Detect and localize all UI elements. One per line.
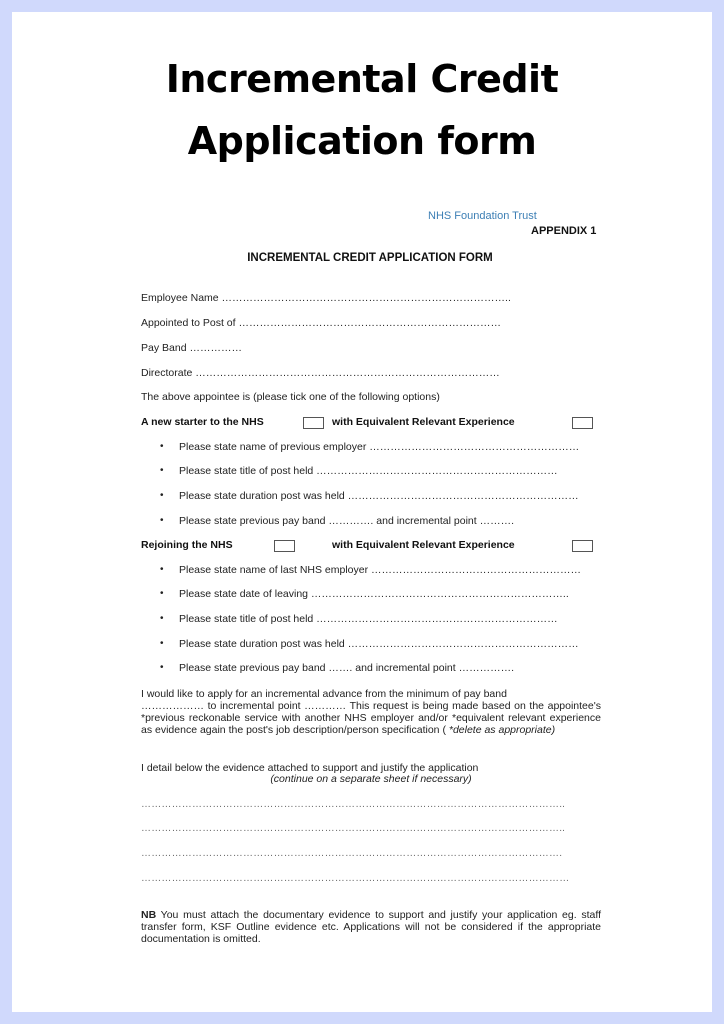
new-starter-checkbox[interactable] <box>303 417 324 429</box>
date-of-leaving-field[interactable]: Please state date of leaving ……………………………………………………………….. <box>179 588 569 600</box>
organisation-name: NHS Foundation Trust <box>428 210 537 222</box>
employee-name-field[interactable]: Employee Name ……………………………………………………………………….. <box>141 292 511 304</box>
bullet: • <box>160 662 164 673</box>
rejoin-post-title-field[interactable]: Please state title of post held …………………………………………………………… <box>179 613 558 625</box>
bullet: • <box>160 490 164 501</box>
form-title: INCREMENTAL CREDIT APPLICATION FORM <box>247 252 493 264</box>
application-body: ……………… to incremental point ………… This request is being made based on the appointee's *previous reckonable service with another NHS employer and/or *equivalent relevant experience as evidence again the post's job description/person specification ( <box>141 700 601 736</box>
nb-label: NB <box>141 909 157 921</box>
rejoin-post-duration-field[interactable]: Please state duration post was held ………………………………………………………… <box>179 638 579 650</box>
bullet: • <box>160 588 164 599</box>
new-starter-label: A new starter to the NHS <box>141 416 264 428</box>
rejoin-pay-band-field[interactable]: Please state previous pay band ……. and incremental point ……………. <box>179 662 514 674</box>
cover-title-line1: Incremental Credit <box>165 57 559 101</box>
bullet: • <box>160 638 164 649</box>
previous-pay-band-field[interactable]: Please state previous pay band …………. and incremental point ………. <box>179 515 514 527</box>
application-paragraph <box>141 688 601 736</box>
bullet: • <box>160 564 164 575</box>
bullet: • <box>160 613 164 624</box>
nb-text: You must attach the documentary evidence to support and justify your application eg. staff transfer form, KSF Outline evidence etc. Applications will not be considered if the appropriate documentation is omitted. <box>141 909 601 945</box>
rejoining-equivalent-checkbox[interactable] <box>572 540 593 552</box>
cover-title <box>0 48 724 172</box>
last-nhs-employer-field[interactable]: Please state name of last NHS employer …………………………………………………… <box>179 564 582 576</box>
bullet: • <box>160 441 164 452</box>
bullet: • <box>160 465 164 476</box>
post-title-field[interactable]: Please state title of post held …………………………………………………………… <box>179 465 558 477</box>
rejoining-equivalent-label: with Equivalent Relevant Experience <box>332 539 515 551</box>
post-duration-field[interactable]: Please state duration post was held ………………………………………………………… <box>179 490 579 502</box>
evidence-note: (continue on a separate sheet if necessary) <box>270 773 472 785</box>
rejoining-checkbox[interactable] <box>274 540 295 552</box>
evidence-line[interactable]: …………………………………………………………………………………………………………….. <box>141 823 566 834</box>
evidence-intro: I detail below the evidence attached to support and justify the application <box>141 762 479 774</box>
delete-note: *delete as appropriate) <box>448 724 556 736</box>
directorate-field[interactable]: Directorate …………………………………………………………………………… <box>141 367 500 379</box>
application-line1: I would like to apply for an incremental advance from the minimum of pay band <box>141 688 507 700</box>
instructions-text: The above appointee is (please tick one of the following options) <box>141 391 440 403</box>
previous-employer-field[interactable]: Please state name of previous employer …………………………………………………… <box>179 441 580 453</box>
evidence-line[interactable]: …………………………………………………………………………………………………………….. <box>141 799 566 810</box>
pay-band-field[interactable]: Pay Band …………… <box>141 342 242 354</box>
evidence-line[interactable]: ……………………………………………………………………………………………………………. <box>141 848 563 859</box>
nb-paragraph <box>141 909 601 945</box>
appendix-label: APPENDIX 1 <box>531 225 597 237</box>
new-starter-equivalent-checkbox[interactable] <box>572 417 593 429</box>
bullet: • <box>160 515 164 526</box>
cover-title-line2: Application form <box>187 119 537 163</box>
appointed-post-field[interactable]: Appointed to Post of ………………………………………………………………… <box>141 317 501 329</box>
evidence-line[interactable]: ……………………………………………………………………………………………………………… <box>141 873 570 884</box>
rejoining-label: Rejoining the NHS <box>141 539 233 551</box>
new-starter-equivalent-label: with Equivalent Relevant Experience <box>332 416 515 428</box>
